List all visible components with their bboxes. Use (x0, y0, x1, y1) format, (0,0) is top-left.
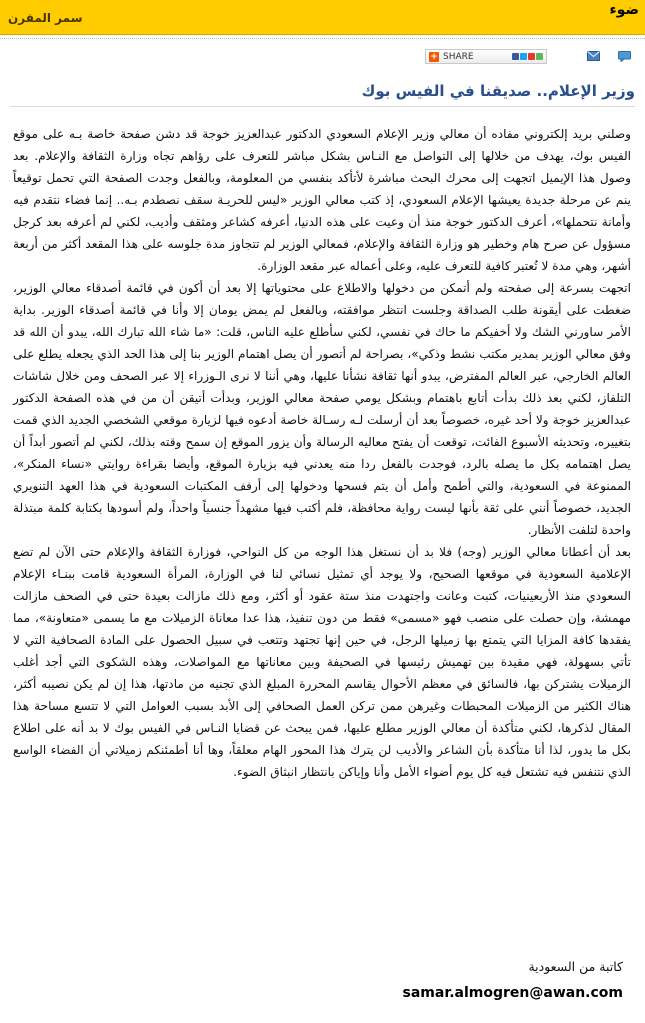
email-icon[interactable] (587, 51, 600, 61)
share-label: SHARE (443, 51, 474, 62)
header-bar (0, 0, 645, 35)
section-name: ضوء (609, 2, 639, 18)
comment-icon[interactable] (618, 51, 631, 62)
social-logos-icon (512, 53, 543, 60)
article-title: وزير الإعلام.. صديقنا في الفيس بوك (361, 82, 635, 100)
article-paragraph: بعد أن أعطانا معالي الوزير (وجه) فلا بد أن نستغل هذا الوجه من كل النواحي، فوزارة الثقافة والإعلام حتى الآن لم تضع الإعلامية السعودية في موقعها الصحيح، ولا يوجد أي تمثيل نسائي لنا في الوزارة، المرأة السعودية قامت ببنـاء الإعلام السعودي منذ الأربعينيات، كتبت وعانت واجتهدت منذ ستة عقود أو أكثر، ومع ذلك مازالت بعيدة حتى في الصحف مازالت مهمشة، وإن حصلت على منصب فهو «مسمى» فقط من دون تنفيذ، هذا عدا معاناة الزميلات مع ما يسمى «متعاونة»، مما يفقدها كافة المزايا التي يتمتع بها زميلها الرجل، في حين إنها تجتهد وتتعب في سبيل الحصول على المادة الصحافية التي لا تأتي بسهولة، فهي مقيدة بين تهميش رئيسها في الصحيفة وبين معاناتها مع المواصلات، وهذه الشكوى التي أجد أغلب الزميلات يشتركن بها، فالسائق في معظم الأحوال يقاسم المحررة المبلغ الذي تجنيه من مادتها، هذا إن لم يكن نصيبه أكثر، هناك الكثير من الزميلات المحبطات وغيرهن ممن تركن العمل الصحافي إلى الأبد بسبب العوامل التي لا تتسع مساحة هذا المقال لذكرها، لكني متأكدة أن معالي الوزير مطلع عليها، فمن يبحث عن قضايا النـاس في الفيس بوك لا بد أنه على اطلاع بكل ما يدور، لذا أنا متأكدة بأن الشاعر والأديب لن يترك هذا المحور الهام معلقاً، وها أنا أطمئنكم زميلاتي أن الفضاء الواسع الذي نتنفس فيه تشتعل فيه كل يوم أضواء الأمل وأنا وإياكن بانتظار انبثاق الضوء. (13, 545, 631, 779)
share-button[interactable] (425, 49, 547, 64)
article-paragraph: اتجهت بسرعة إلى صفحته ولم أتمكن من دخولها والاطلاع على محتوياتها إلا بعد أن أكون في قائمة أصدقاء معالي الوزير، ضغطت على أيقونة طلب الصداقة وجلست انتظر موافقته، وبالفعل لم يمض يومان إلا وأنا في قائمة أصدقاء الوزير. بداية الأمر ساورني الشك ولا أخفيكم ما حاك في نفسي، لكني سأطلع عليه الناس، قلت: «ما شاء الله تبارك الله، يبدو أن الله قد وفق معالي الوزير بمدير مكتب نشط وذكي»، بصراحة لم أتصور أن يصل اهتمام الوزير بنا إلى هذا الحد الذي يجعله يطلع على العالم الخارجي، عبر العالم المفترض، يبدو أنها ثقافة نشأنا عليها، وهي أننا لا نرى الـوزراء إلا عبر الصحف ومن خلال شاشات التلفاز، لكني بعد ذلك بدأت أتابع باهتمام وبشكل يومي صفحة معالي الوزير، وبدأت أتيقن أن من في هذه الصفحة الدكتور عبدالعزيز خوجة ولا أحد غيره، خصوصاً بعد أن أرسلت لـه رسـالة خاصة أدعوه فيها لزيارة موقعي الشخصي الجديد الذي قمت بتغييره، وتحديثه الأسبوع الفائت، توقعت أن يفتح معاليه الرسالة وأن يزور الموقع إن سمح وقته بذلك، لكني لم أتصور أبداً أن يصل اهتمامه بكل ما يصله بالرد، فوجدت بالفعل ردا منه يعدني فيه بزيارة الموقع، وأيضا بقراءة روايتي «نساء المنكر»، الممنوعة في السعودية، والتي أطمح وأمل أن يتم فسحها ودخولها إلى أرفف المكتبات السعودية في هذا العهد التنويري الجديد، خصوصاً أنني على ثقة بأنها ليست رواية محافظة، فلم أكتب فيها مشهداً جنسياً واحداً، ولم أسودها بكتابة كلمة مبتذلة واحدة لتلفت الأنظار. (13, 281, 631, 537)
header-author: سمر المقرن (8, 11, 83, 25)
header-divider (0, 38, 645, 39)
author-email[interactable]: samar.almogren@awan.com (402, 985, 623, 1001)
title-divider (10, 106, 635, 107)
article-body (13, 123, 631, 783)
share-plus-icon: + (430, 51, 438, 62)
article-paragraph: وصلني بريد إلكتروني مفاده أن معالي وزير الإعلام السعودي الدكتور عبدالعزيز خوجة قد دشن صفحة خاصة بـه على موقع الفيس بوك، يهدف من خلالها إلى التواصل مع النـاس بشكل مباشر للتعرف على رؤاهم تجاه وزارة الثقافة والإعلام. بعد وصول هذا الإيميل اتجهت إلى محرك البحث مباشرة لأتأكد بنفسي من المعلومة، وبالفعل وجدت الصفحة التي تحمل توقيعاً ينم عن مرحلة جديدة يعيشها الإعلام السعودي، إذ كتب معالي الوزير «ليس للحريـة سقف نصطدم بـه.. إنما فضاء نتقدم فيه وأمانة نتحملها»، أعرف الدكتور خوجة منذ أن وعيت على هذه الدنيا، أعرفه كشاعر ومثقف وأديب، لكني لم أعرفه بعد كرجل مسؤول عن صرح هام وخطير هو وزارة الثقافة والإعلام، فمعالي الوزير لم تتجاوز مدة جلوسه على هذا المقعد أكثر من أربعة أشهر، وهي مدة لا تُعتبر كافية للتعرف عليه، وعلى أعماله عبر مقعد الوزارة. (13, 127, 631, 273)
author-role: كاتبة من السعودية (528, 959, 623, 974)
